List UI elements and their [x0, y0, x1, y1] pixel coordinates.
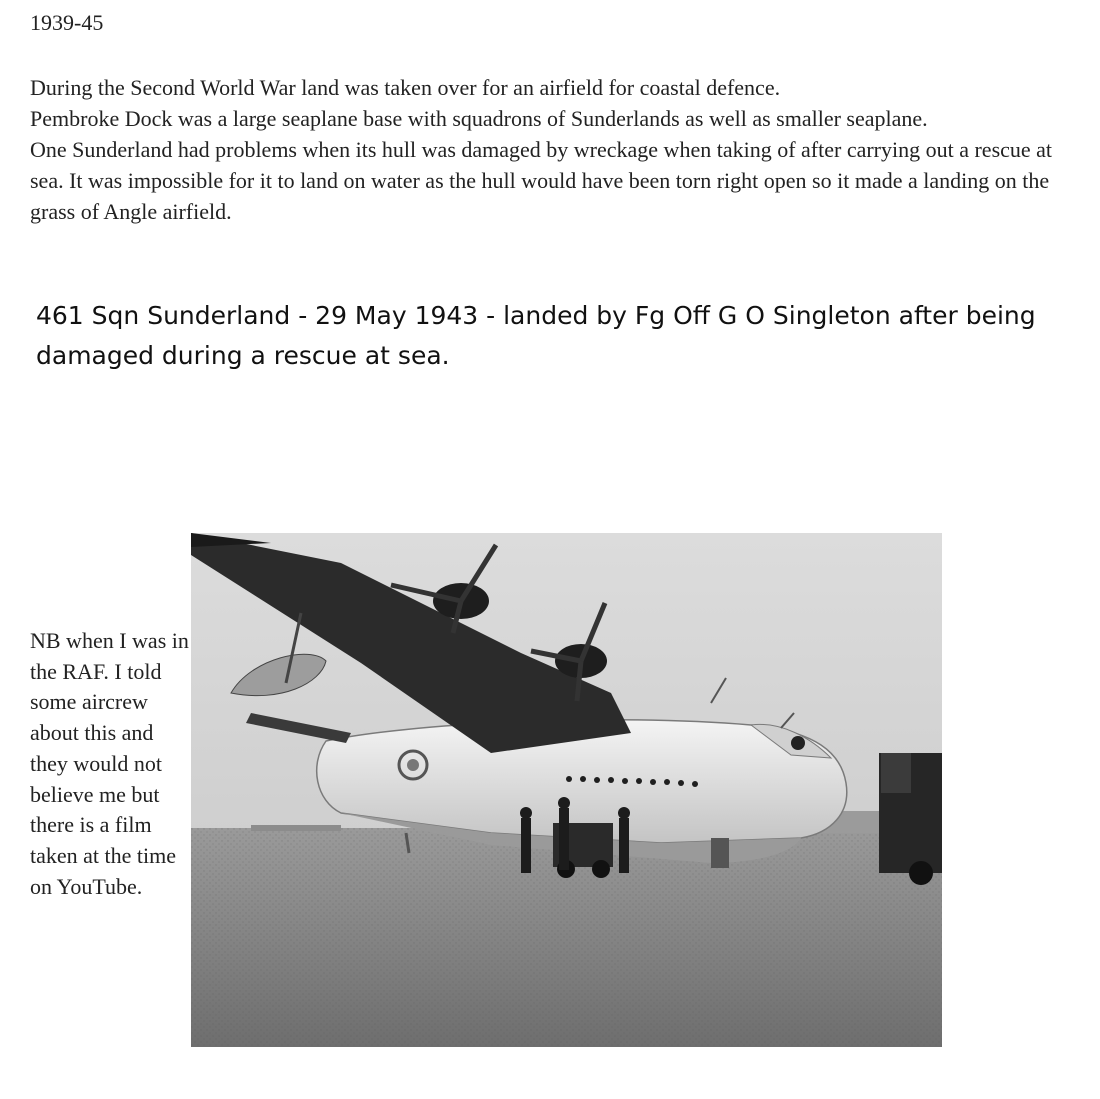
intro-paragraph-1: During the Second World War land was taken over for an airfield for coastal defence.	[30, 75, 781, 100]
side-note: NB when I was in the RAF. I told some aircrew about this and they would not believe me but there is a film taken at the time on YouTube.	[30, 628, 189, 899]
intro-text	[30, 72, 1080, 227]
photo-caption: 461 Sqn Sunderland - 29 May 1943 - landed by Fg Off G O Singleton after being damaged during a rescue at sea.	[36, 301, 1036, 370]
intro-paragraph-3: One Sunderland had problems when its hull was damaged by wreckage when taking of after carrying out a rescue at sea. It was impossible for it to land on water as the hull would have been torn right open so it made a landing on the grass of Angle airfield.	[30, 137, 1053, 224]
intro-paragraph-2: Pembroke Dock was a large seaplane base with squadrons of Sunderlands as well as smaller seaplane.	[30, 106, 928, 131]
sunderland-photo	[191, 533, 942, 1047]
page-heading: 1939-45	[30, 10, 104, 35]
